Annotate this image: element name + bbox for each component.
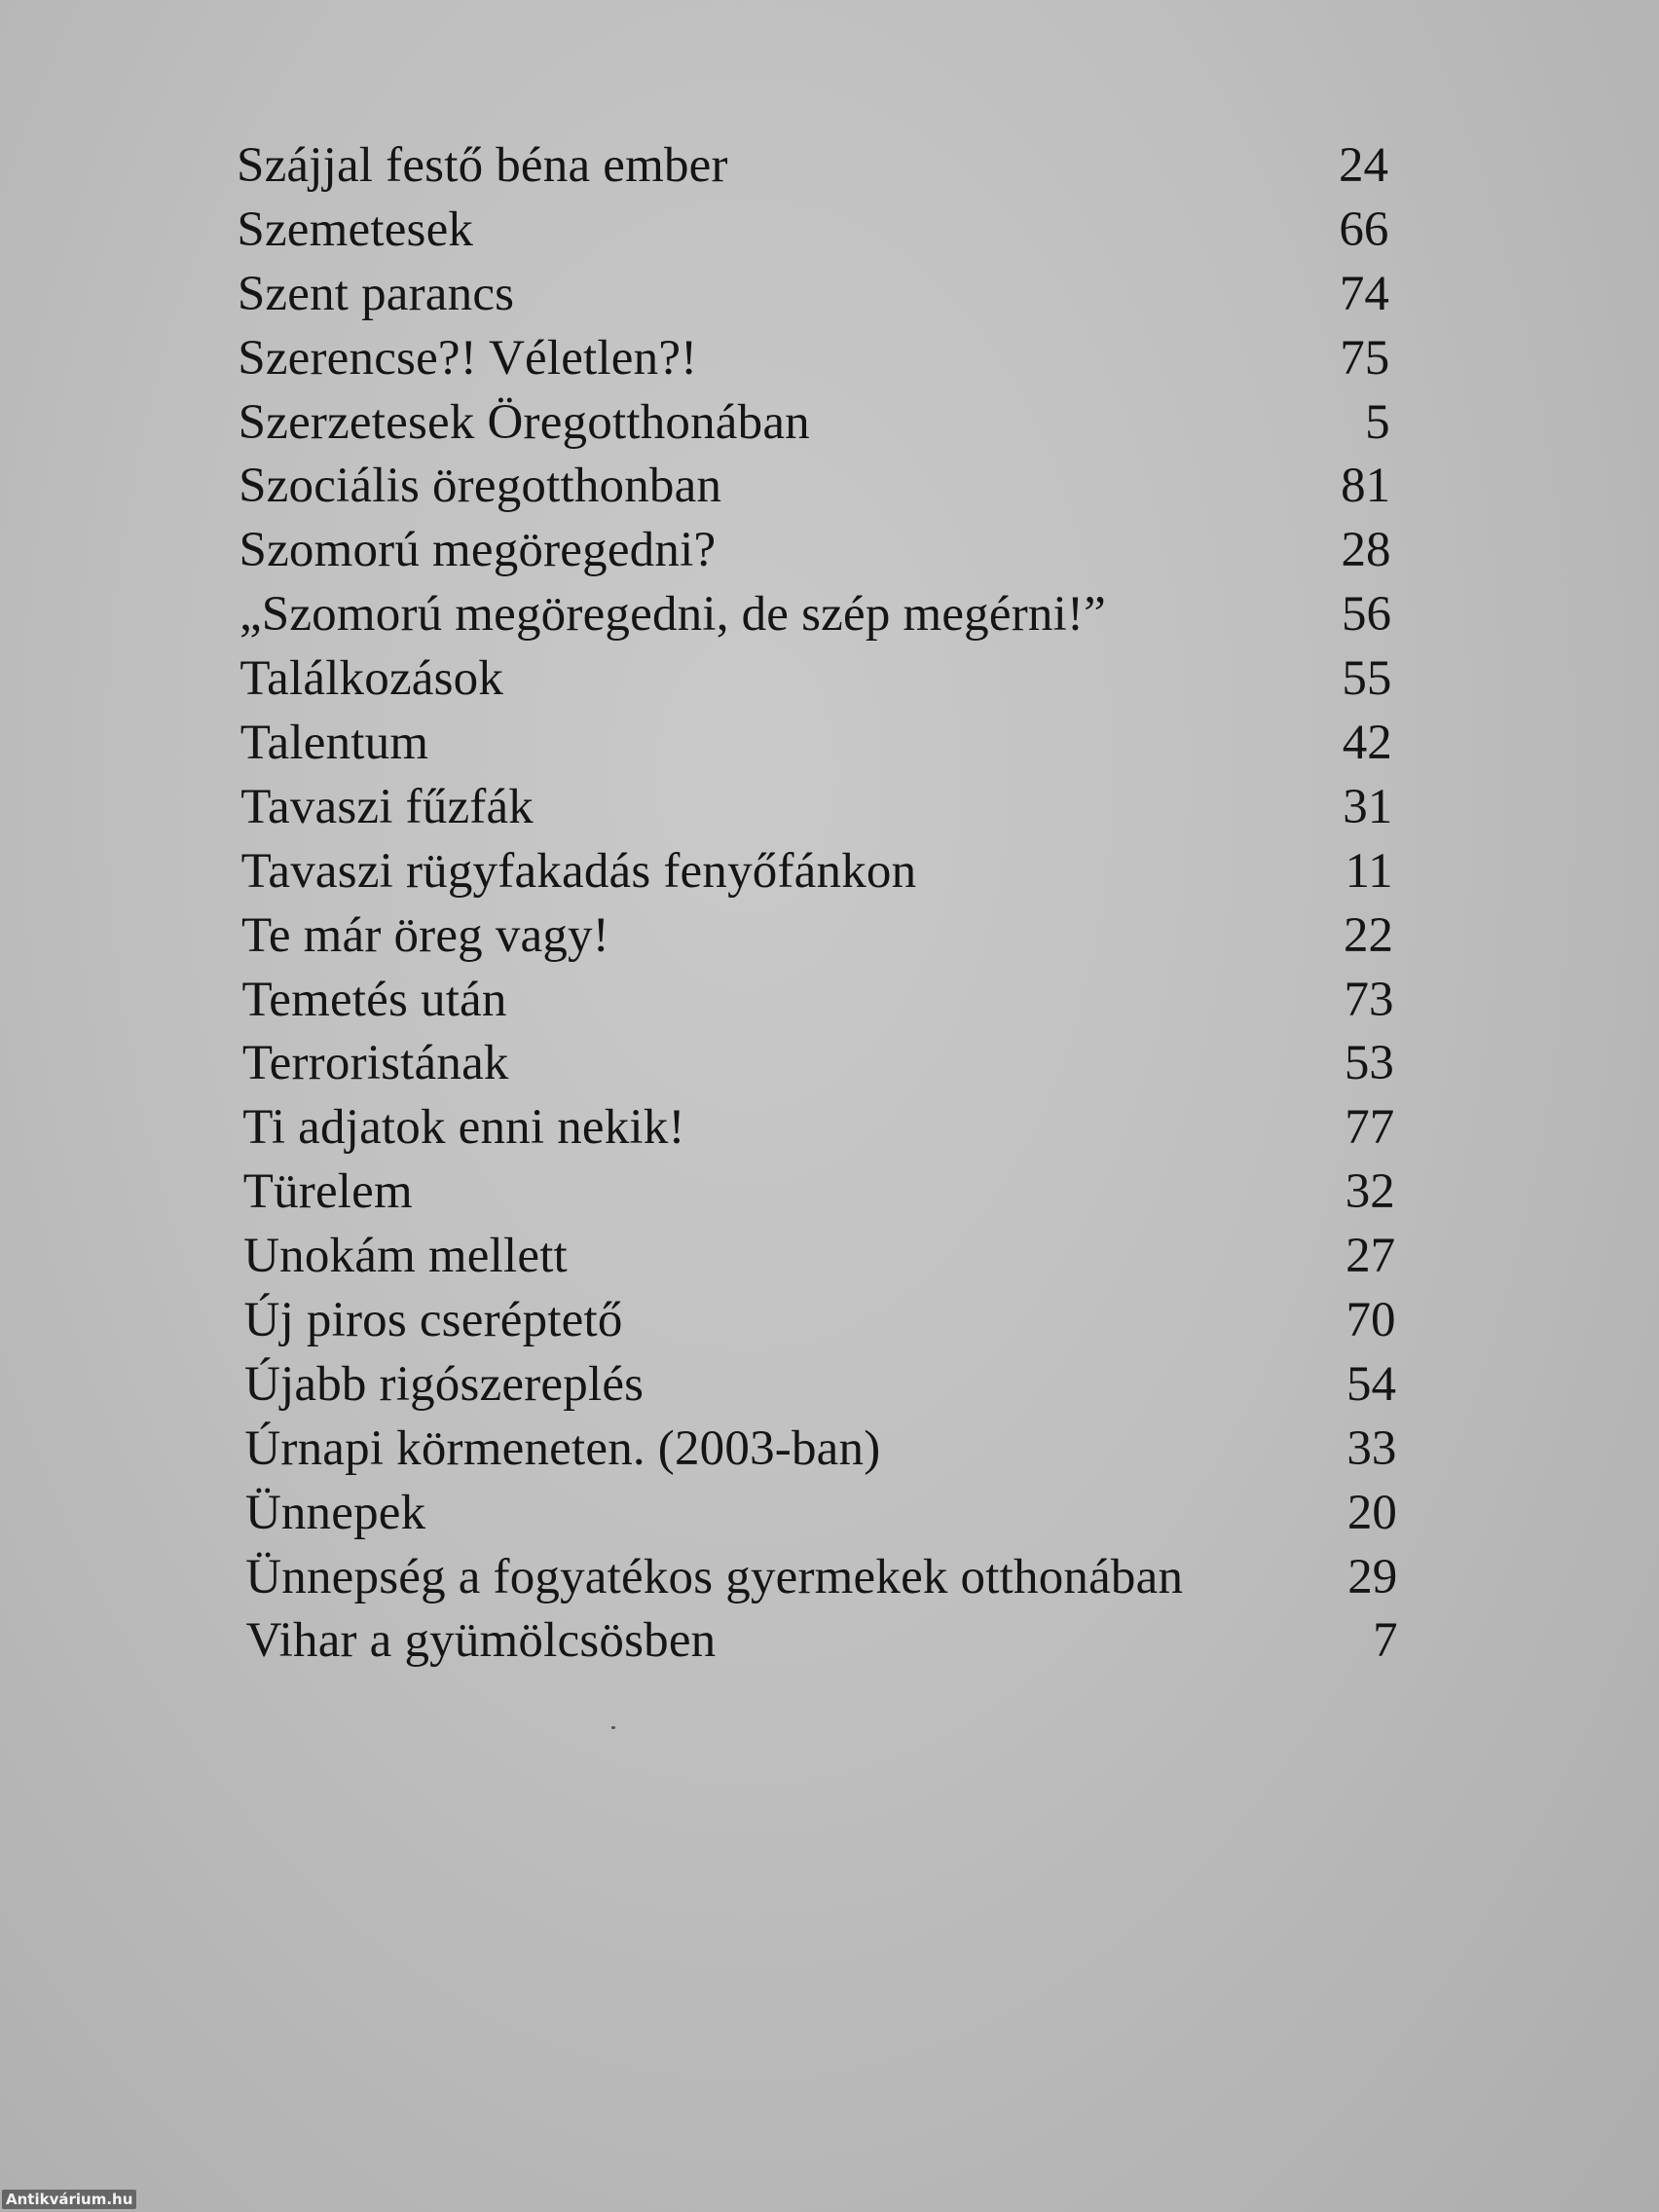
toc-entry-page-number: 31 [1343,779,1393,834]
toc-entry-title: Szerencse?! Véletlen?! [238,330,698,386]
toc-entry-page-number: 7 [1373,1613,1398,1669]
toc-entry-title: Tavaszi fűzfák [240,779,534,834]
toc-entry [0,391,1659,456]
toc-entry-page-number: 5 [1365,394,1390,450]
toc-entry-page-number: 24 [1339,138,1388,193]
toc-entry-page-number: 11 [1345,843,1393,899]
toc-entry-title: Tavaszi rügyfakadás fenyőfánkon [240,843,917,899]
toc-entry-title: Temetés után [241,972,507,1027]
toc-entry-title: Talentum [240,716,429,771]
toc-entry-page-number: 70 [1346,1293,1396,1348]
toc-entry-page-number: 33 [1346,1420,1397,1476]
toc-entry-title: Ünnepek [244,1485,426,1540]
toc-entry-page-number: 42 [1342,716,1392,771]
toc-entry-page-number: 73 [1344,972,1394,1027]
toc-entry-title: Vihar a gyümölcsösben [245,1613,717,1669]
toc-entry-title: Szemetesek [237,202,474,257]
toc-entry [0,1418,1659,1482]
toc-entry-title: Szociális öregotthonban [239,459,722,514]
toc-entry-page-number: 55 [1342,651,1392,707]
toc-entry-page-number: 53 [1344,1036,1394,1091]
toc-entry-page-number: 32 [1345,1164,1395,1220]
watermark: Antikvárium.hu [2,2190,136,2209]
toc-entry [0,647,1659,712]
toc-entry-page-number: 27 [1346,1229,1396,1284]
toc-entry-page-number: 77 [1345,1100,1395,1156]
toc-entry [0,904,1659,969]
toc-entry-title: „Szomorú megöregedni, de szép megérni!” [239,587,1106,643]
toc-entry [0,1225,1659,1289]
toc-entry [0,1096,1659,1161]
toc-entry [0,134,1659,199]
toc-entry [0,969,1659,1033]
toc-entry-title: Unokám mellett [243,1229,568,1284]
toc-entry [0,583,1659,647]
toc-entry [0,1353,1659,1418]
toc-entry-title: Szomorú megöregedni? [239,523,717,578]
table-of-contents [0,134,1659,1674]
toc-entry-page-number: 66 [1339,202,1389,257]
toc-entry-title: Ünnepség a fogyatékos gyermekek otthonában [245,1549,1184,1604]
toc-entry [0,199,1659,263]
toc-entry-page-number: 28 [1341,523,1391,578]
toc-entry-title: Türelem [242,1164,413,1220]
toc-entry [0,519,1659,583]
toc-entry-title: Úrnapi körmeneten. (2003-ban) [244,1420,881,1476]
toc-entry-title: Ti adjatok enni nekik! [242,1100,685,1156]
toc-entry [0,263,1659,327]
toc-entry-page-number: 56 [1341,587,1391,643]
toc-entry-page-number: 81 [1341,459,1391,514]
toc-entry-title: Szájjal festő béna ember [237,138,728,193]
paper-speck [611,1726,615,1729]
toc-entry [0,1546,1659,1610]
toc-entry [0,327,1659,391]
toc-entry-title: Új piros cseréptető [243,1293,623,1348]
toc-entry-title: Újabb rigószereplés [243,1356,645,1412]
toc-entry-page-number: 29 [1347,1549,1398,1604]
toc-entry [0,1609,1659,1674]
toc-entry-title: Szerzetesek Öregotthonában [238,394,810,450]
toc-entry [0,1289,1659,1353]
toc-entry [0,455,1659,519]
toc-entry-page-number: 74 [1339,266,1389,321]
toc-entry [0,1482,1659,1546]
toc-entry [0,1161,1659,1225]
toc-entry-title: Terroristának [241,1036,509,1091]
toc-entry-page-number: 22 [1344,907,1394,963]
toc-entry [0,776,1659,840]
toc-entry-page-number: 20 [1346,1485,1397,1540]
toc-entry [0,712,1659,776]
toc-entry-title: Te már öreg vagy! [241,907,609,963]
toc-entry-title: Szent parancs [237,266,515,321]
toc-entry [0,840,1659,904]
toc-entry-page-number: 54 [1346,1356,1396,1412]
toc-entry [0,1032,1659,1096]
toc-entry-title: Találkozások [240,651,504,707]
toc-entry-page-number: 75 [1340,330,1390,386]
